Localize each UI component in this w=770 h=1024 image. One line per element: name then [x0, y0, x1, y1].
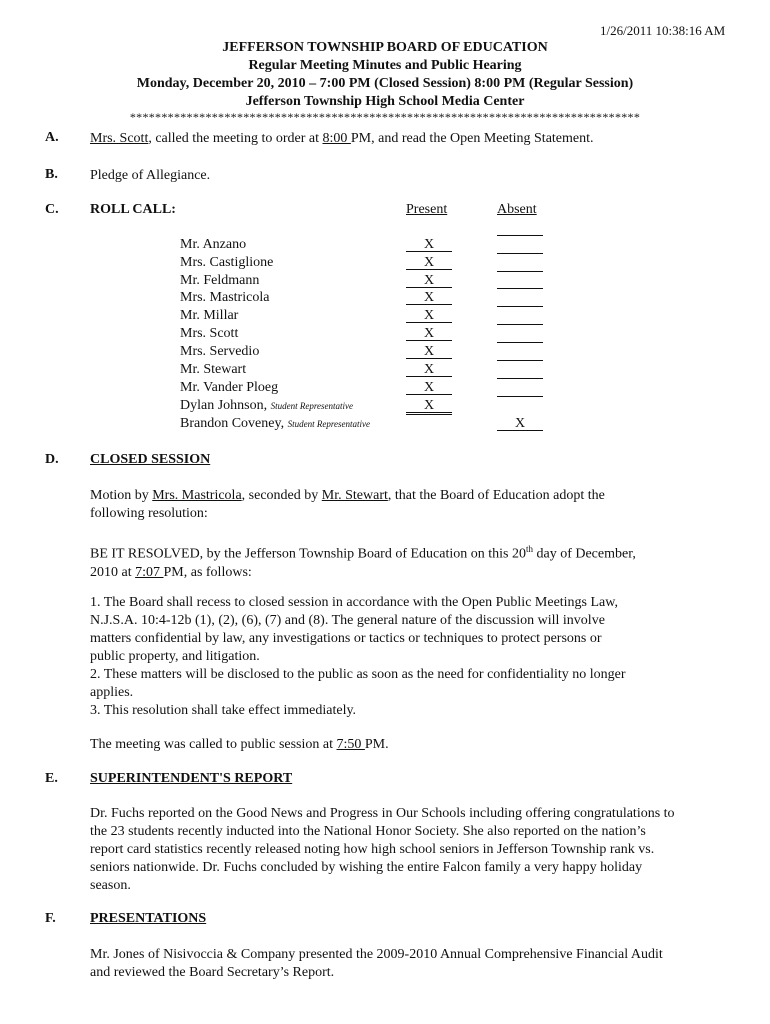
- resolution-items: 1. The Board shall recess to closed session in accordance with the Open Public Meetings Law, N.J.S.A. 10:4-12b (1), (2), (6), (7) and (8). The general nature of the discussion will involve matters confidential by law, any investigations or tactics or techniques to protect persons or public property, and litigation. 2. These matters will be disclosed to the public as soon as the need for confidentiality no longer applies. 3. This resolution shall take effect immediately.: [90, 595, 626, 718]
- resolution-paragraph: BE IT RESOLVED, by the Jefferson Township Board of Education on this 20th day of December, 2010 at 7:07 PM, as follows:: [90, 544, 636, 580]
- present-mark: X: [406, 326, 452, 342]
- present-mark: X: [406, 398, 452, 414]
- roll-member-name: Mr. Stewart: [180, 362, 247, 377]
- superintendent-report-title: SUPERINTENDENT'S REPORT: [90, 771, 293, 786]
- roll-member-name: Mr. Millar: [180, 308, 239, 323]
- meeting-date: Monday, December 20, 2010 – 7:00 PM (Closed Session) 8:00 PM (Regular Session): [136, 76, 634, 91]
- separator-stars: *********************************************************************************: [129, 110, 641, 124]
- section-letter-a: A.: [45, 130, 59, 145]
- roll-call-title: ROLL CALL:: [90, 202, 176, 217]
- roll-member-name: Mrs. Mastricola: [180, 290, 270, 305]
- absent-mark: X: [497, 416, 543, 432]
- timestamp: 1/26/2011 10:38:16 AM: [600, 23, 726, 38]
- section-letter-c: C.: [45, 202, 59, 217]
- open-meeting-text: PM, and read the Open Meeting Statement.: [350, 131, 594, 146]
- absent-header: Absent: [497, 202, 537, 217]
- doc-title: JEFFERSON TOWNSHIP BOARD OF EDUCATION: [222, 40, 548, 55]
- present-mark: X: [406, 290, 452, 306]
- section-letter-f: F.: [45, 911, 56, 926]
- presentations-title: PRESENTATIONS: [90, 911, 207, 926]
- section-letter-b: B.: [45, 167, 58, 182]
- roll-member-name: Mrs. Castiglione: [180, 255, 274, 270]
- section-a-text: [90, 130, 594, 148]
- present-mark: X: [406, 273, 452, 289]
- present-mark: X: [406, 255, 452, 271]
- present-mark: X: [406, 380, 452, 396]
- public-session-text: The meeting was called to public session at 7:50 PM.: [90, 737, 389, 752]
- roll-member-name: Mrs. Servedio: [180, 344, 260, 359]
- student-rep-label: Student Representative: [270, 401, 354, 411]
- doc-subtitle: Regular Meeting Minutes and Public Hearing: [248, 58, 522, 73]
- roll-member-name: Dylan Johnson, Student Representative: [180, 398, 354, 413]
- present-mark: X: [406, 308, 452, 324]
- roll-member-name: Mr. Vander Ploeg: [180, 380, 279, 395]
- student-rep-label: Student Representative: [287, 419, 370, 429]
- superintendent-report-text: Dr. Fuchs reported on the Good News and Progress in Our Schools including offering congratulations to the 23 students recently inducted into the National Honor Society. She also reported on the nation’s report card statistics recently released noting how high school seniors in Jefferson Township rank vs. seniors nationwide. Dr. Fuchs concluded by wishing the entire Falcon family a very happy holiday season.: [90, 806, 675, 893]
- present-mark: X: [406, 362, 452, 378]
- section-b-text: Pledge of Allegiance.: [90, 168, 211, 183]
- meeting-location: Jefferson Township High School Media Center: [245, 94, 525, 109]
- section-letter-e: E.: [45, 771, 58, 786]
- public-session-time: 7:50: [336, 737, 365, 752]
- roll-member-name: Mr. Feldmann: [180, 273, 260, 288]
- present-header: Present: [406, 202, 448, 217]
- presentations-text: Mr. Jones of Nisivoccia & Company presented the 2009-2010 Annual Comprehensive Financial Audit and reviewed the Board Secretary’s Report.: [90, 947, 663, 980]
- motion-by: Mrs. Mastricola: [152, 488, 242, 503]
- call-to-order-time: 8:00: [322, 131, 351, 146]
- motion-paragraph: Motion by Mrs. Mastricola, seconded by Mr. Stewart, that the Board of Education adopt the following resolution:: [90, 488, 605, 521]
- roll-member-name: Brandon Coveney, Student Representative: [180, 416, 370, 431]
- section-letter-d: D.: [45, 452, 59, 467]
- present-mark: X: [406, 344, 452, 360]
- presiding-officer: Mrs. Scott: [90, 131, 149, 146]
- seconded-by: Mr. Stewart: [321, 488, 388, 503]
- roll-member-name: Mr. Anzano: [180, 237, 247, 252]
- present-mark: X: [406, 237, 452, 253]
- roll-member-name: Mrs. Scott: [180, 326, 239, 341]
- call-to-order-text: , called the meeting to order at: [148, 131, 323, 146]
- closed-session-title: CLOSED SESSION: [90, 452, 211, 467]
- resolution-time: 7:07: [135, 564, 164, 580]
